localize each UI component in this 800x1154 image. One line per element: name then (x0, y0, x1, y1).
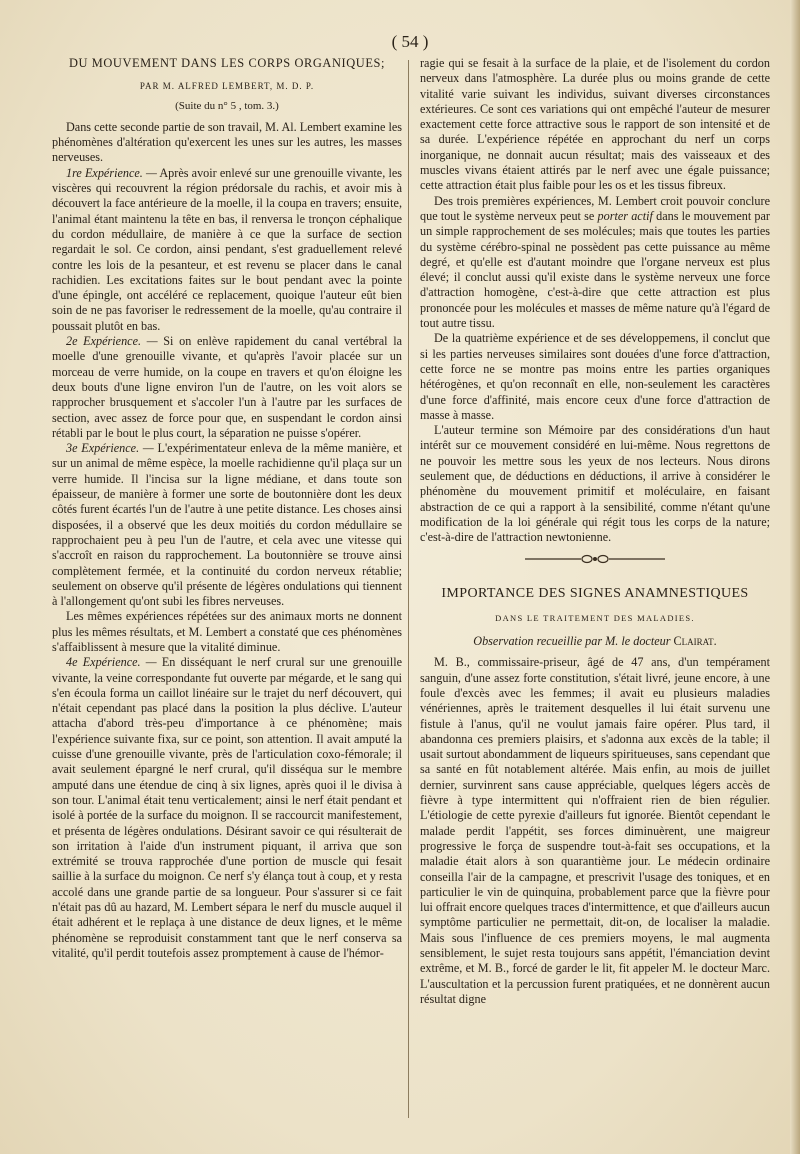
dead-animals-paragraph: Les mêmes expériences répétées sur des animaux morts ne donnent plus les mêmes résultats, et M. Lembert a constaté que ces phénomènes s'affaiblissent à mesure que la vitalité diminue. (52, 609, 402, 654)
experiment-1-paragraph (52, 166, 402, 334)
right-column (420, 56, 770, 1007)
observation-byline (420, 634, 770, 649)
section-title: IMPORTANCE DES SIGNES ANAMNESTIQUES (441, 585, 749, 601)
conclusion-1-text-a: Des trois premières expériences, M. Lembert croit pouvoir conclure que tout le système nerveux peut se (420, 193, 770, 223)
observation-prefix: Observation recueillie par M. le docteur (473, 634, 671, 649)
final-paragraph: L'auteur termine son Mémoire par des considérations d'un haut intérêt sur ce mouvement considéré en lui-même. Nous regrettons de ne pouvoir les mettre sous les yeux de nos lecteurs. Nous dirons seulement que, de déductions en déductions, il arrive à considérer le phénomène du mouvement primitif et moléculaire, en faisant abstraction de ce qui a rapport à la sensibilité, comme n'étant qu'une modification de la loi générale qui régit tous les corps de la nature; c'est-à-dire de l'attraction newtonienne. (420, 423, 770, 545)
experiment-3-paragraph (52, 441, 402, 609)
continued-paragraph: ragie qui se fesait à la surface de la plaie, et de l'isolement du cordon nerveux dans l'atmosphère. La durée plus ou moins grande de cette vitalité varie suivant les individus, suivant diverses circonstances extérieures. Ce sont ces variations qui ont empêché l'auteur de mesurer exactement cette force attractive sous le rapport de son intensité et de sa durée. L'expérience répétée en approchant du nerf un corps inorganique, ne donnait aucun résultat; mais des vaisseaux et des muscles vivans étaient attirés par le nerf avec une égale puissance; cette attraction était plus faible pour les os et les tissus fibreux. (420, 56, 770, 193)
article-title: DU MOUVEMENT DANS LES CORPS ORGANIQUES; (68, 56, 386, 70)
experiment-1-text: Après avoir enlevé sur une grenouille vivante, les viscères qui recouvrent la région prédorsale du rachis, et avoir mis à découvert la face antérieure de la moelle, il la coupa en travers; ensuite, l'animal étant maintenu la tête en bas, il renversa le tronçon céphalique du cordon médullaire, de manière à ce que la surface de section regardait le sol. Ce cordon, ainsi pendant, s'est graduellement relevé contre les lois de la pesanteur, et est revenu se placer dans le canal rachidien. Les excitations faites sur le bout pendant avec la pointe d'une épingle, ont accéléré ce replacement, quoique l'auteur eût bien soin de ne pas favoriser le redressement de la moelle, qu'au contraire il poussait plutôt en bas. (52, 165, 402, 333)
experiment-2-text: Si on enlève rapidement du canal vertébral la moelle d'une grenouille vivante, et qu'après l'avoir placée sur un morceau de verre humide, on la coupe en travers et qu'on éloigne les deux bouts d'une ligne environ l'un de l'autre, on les voit alors se rapprocher brusquement et s'accoler l'un à l'autre par les surfaces de section, avec assez de force pour que, en suspendant le cordon ainsi rétabli par le bout le plus court, la séparation ne puisse s'opérer. (52, 334, 402, 440)
section-subtitle: DANS LE TRAITEMENT DES MALADIES. (495, 612, 695, 623)
conclusion-1-emphasis: porter actif (597, 208, 653, 223)
experiment-3-text: L'expérimentateur enleva de la même manière, et sur un animal de même espèce, la moelle rachidienne qu'il plaça sur un verre humide. Il l'incisa sur la ligne médiane, et dans toute son épaisseur, de manière à former une sorte de boutonnière dont les deux côtés furent écartés l'un de l'autre à une petite distance. Les choses ainsi disposées, il a observé que les deux moitiés du cordon médullaire se rapprochaient peu à peu l'un de l'autre, et cela avec une vitesse qui s'accroît en raison du rapprochement. La boutonnière se trouve ainsi complètement fermée, et la continuité du cordon nerveux rétablie; seulement on observe qu'il présente de légères ondulations qui tiennent à l'allongement qu'ont subi les fibres nerveuses. (52, 441, 402, 609)
ornament-divider-icon (515, 552, 675, 566)
experiment-4-text: En disséquant le nerf crural sur une grenouille vivante, la veine correspondante fut ouverte par mégarde, et le sang qui s'en écoula forma un caillot linéaire sur le trajet du nerf découvert, qui n'était cependant pas placé dans la position la plus déclive. L'auteur attacha d'abord très-peu d'importance à ce phénomène; mais l'expérience suivante fixa, sur ce point, son attention. Il avait amputé la cuisse d'une grenouille vivante, près de l'articulation coxo-fémorale; il avait seulement épargné le nerf crural, qu'il disséqua sur le membre amputé dans une étendue de cinq à six lignes, après quoi il le divisa à son tour. L'animal était tenu verticalement; ainsi le nerf était pendant et isolé à portée de la surface du moignon. Il se raccourcit manifestement, et présenta de légères ondulations. Désirant savoir ce qui résulterait de son irritation à l'aide d'un instrument piquant, il arriva que son extrémité se trouva rapprochée d'une portion de muscle qui fesait saillie à la surface du moignon. Ce nerf s'y élança tout à coup, et y resta accolé dans une grande partie de sa longueur. Pour s'assurer si ce fait n'était pas dû au hazard, M. Lembert sépara le nerf du muscle auquel il était adhérent et le replaça à une distance de deux lignes, et le même phénomène se reproduisit constamment tant que le nerf conserva sa vitalité, qu'il perdit toutefois assez promptement à cause de l'hémor- (52, 655, 402, 960)
column-divider (408, 60, 409, 1118)
conclusion-1-paragraph (420, 194, 770, 332)
experiment-4-paragraph (52, 655, 402, 961)
experiment-4-label: 4e Expérience. — (66, 655, 157, 670)
experiment-3-label: 3e Expérience. — (66, 441, 154, 456)
article-author: PAR M. ALFRED LEMBERT, M. D. P. (139, 81, 315, 92)
experiment-2-paragraph (52, 334, 402, 441)
observation-doctor-name: Clairat. (673, 634, 717, 649)
experiment-1-label: 1re Expérience. — (66, 165, 157, 180)
conclusion-1-text-b: dans le mouvement par un simple rapprochement de ses molécules; mais que toutes les parties du système cérébro-spinal ne possèdent pas cette puissance au même degré, et qu'elle est d'autant moindre que l'organe nerveux est plus élevé; il conclut aussi qu'il existe dans le système nerveux une force d'attraction homogène, c'est-à-dire que cette attraction est plus prononcée pour les molécules et masses de même nature qu'à l'égard de tout autre tissu. (420, 208, 770, 331)
page-edge (790, 0, 800, 1154)
left-column (52, 56, 402, 961)
page-number: ( 54 ) (391, 32, 429, 51)
conclusion-2-paragraph: De la quatrième expérience et de ses développemens, il conclut que si les parties nerveuses similaires sont douées d'une force d'attraction, cette force ne se montre pas moins entre les parties organiques hétérogènes, et qu'on reconnaît en elle, non-seulement les caractères d'une force d'affinité, mais encore ceux d'une force d'attraction de masse à masse. (420, 331, 770, 422)
case-paragraph: M. B., commissaire-priseur, âgé de 47 ans, d'un tempérament sanguin, d'une assez forte constitution, s'était livré, jeune encore, à une foule d'excès avec les femmes; il avait eu plusieurs maladies vénériennes, après le traitement desquelles il lui était survenu une fistule à l'anus, qu'il ne voulut jamais faire opérer. Plus tard, il abandonna ces premiers plaisirs, et s'adonna aux excès de la table; il usait surtout abondamment de liqueurs spiritueuses, sans cependant que sa santé en fût notablement altérée. Mais enfin, au mois de juillet dernier, survinrent sans cause appréciable, quelques légers accès de fièvre à type intermittent qui n'offraient rien de bien régulier. L'étiologie de cette pyrexie d'ailleurs fut ignorée. Bientôt cependant le malade perdit l'appétit, ses forces diminuèrent, une maigreur progressive le força de suspendre tout-à-fait ses occupations, et la maladie était alors à son quarantième jour. Le médecin ordinaire conseilla l'air de la campagne, et prescrivit l'usage des toniques, et en particulier le vin de quinquina, probablement parce que la fièvre pour lui offrait encore quelques traces d'intermittence, et que d'ailleurs aucun symptôme particulier ne permettait, dit-on, de localiser la maladie. Mais sous l'influence de ces premiers moyens, le mal augmenta sensiblement, le sujet resta toujours sans appétit, l'émanciation devint extrême, et M. B., forcé de garder le lit, fit appeler M. le docteur Marc. L'auscultation et la percussion furent pratiquées, et ne donnèrent aucun résultat digne (420, 655, 771, 1006)
experiment-2-label: 2e Expérience. — (66, 334, 158, 349)
intro-paragraph: Dans cette seconde partie de son travail, M. Al. Lembert examine les phénomènes d'altération qu'exercent les unes sur les autres, les masses nerveuses. (52, 119, 402, 165)
article-continuation-note: (Suite du n° 5 , tom. 3.) (175, 99, 279, 112)
